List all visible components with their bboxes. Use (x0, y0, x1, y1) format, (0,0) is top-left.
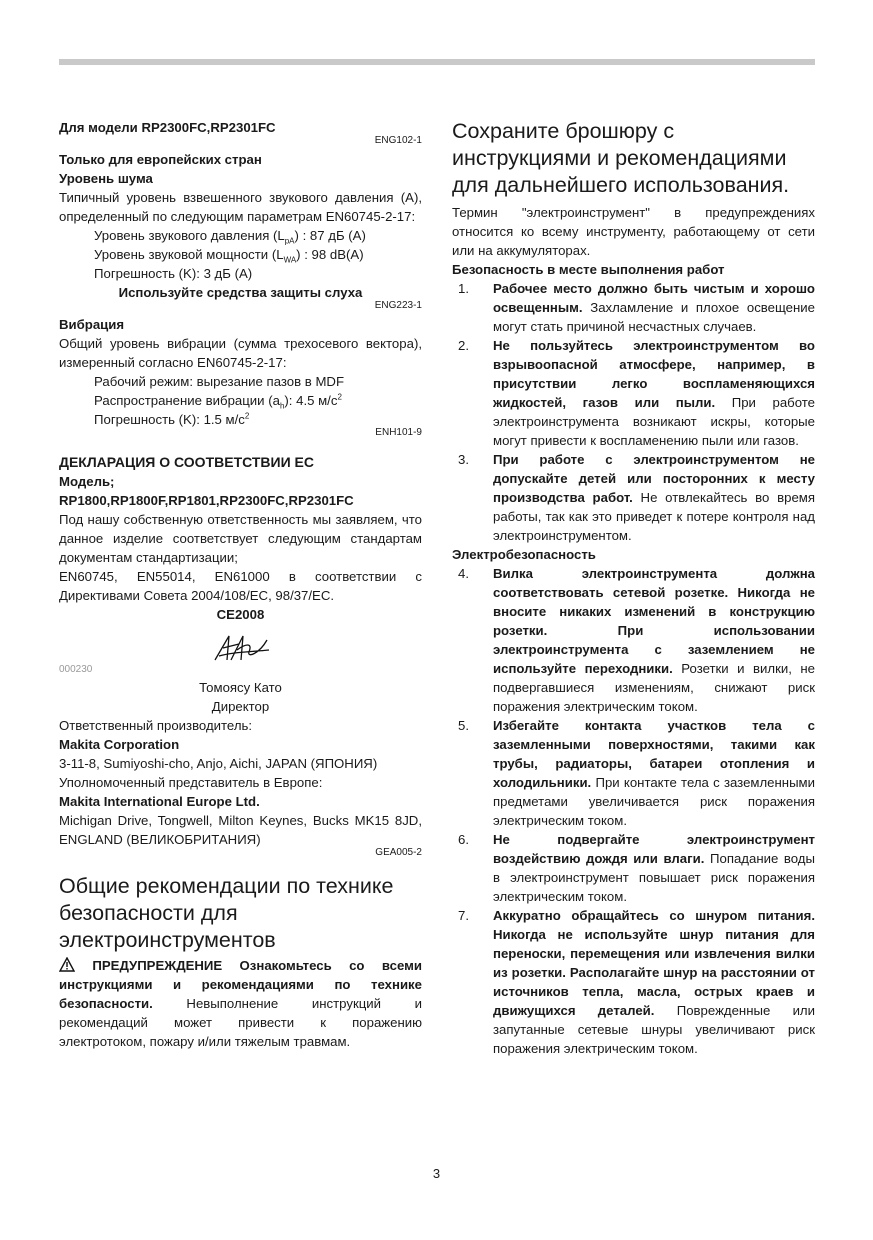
list-item-bold: Вилка электроинструмента должна соответствовать сетевой розетке. Никогда не вносите никаких изменений в конструкцию розетки. При использовании электроинструмента с заземлением не используйте переходники. (493, 566, 815, 676)
list-item-text: При работе электроинструмента возникают искры, которые могут привести к воспламенению пыли или газов. (493, 395, 816, 448)
list-item-number: 4. (458, 566, 469, 581)
list-item (452, 830, 815, 906)
section-code: GEA005-2 (375, 847, 422, 858)
noise-power: Уровень звуковой мощности $(L_{WA})$ : 98 dB(A) (94, 247, 364, 265)
noise-text: Типичный уровень взвешенного звукового давления (A), определенный по следующим параметрам EN60745-2-17: (59, 190, 422, 224)
save-instructions-heading: Сохраните брошюру с инструкциями и рекомендациями для дальнейшего использования. (452, 119, 790, 197)
list-item (452, 564, 815, 716)
list-item-number: 1. (458, 281, 469, 296)
noise-title: Уровень шума (59, 171, 153, 186)
electric-list (452, 564, 815, 1058)
list-item (452, 336, 815, 450)
declaration-text: Под нашу собственную ответственность мы заявляем, что данное изделие соответствует следующим стандартам документам стандартизации; (59, 512, 422, 565)
vibration-title: Вибрация (59, 317, 125, 332)
declaration-title: ДЕКЛАРАЦИЯ О СООТВЕТСТВИИ ЕС (59, 454, 315, 470)
list-item-bold: Рабочее место должно быть чистым и хорошо освещенным. (493, 281, 815, 315)
declaration-standards: EN60745, EN55014, EN61000 в соответствии с Директивами Совета 2004/108/EC, 98/37/EC. (59, 569, 422, 603)
vibration-text: Общий уровень вибрации (сумма трехосевого вектора), измеренный согласно EN60745-2-17: (59, 336, 422, 370)
list-item (452, 450, 815, 545)
list-item (452, 906, 815, 1058)
declaration-models: RP1800,RP1800F,RP1801,RP2300FC,RP2301FC (59, 493, 354, 508)
workplace-list (452, 279, 815, 545)
list-item-bold: Избегайте контакта участков тела с заземленными поверхностями, такими как трубы, радиаторы, батареи отопления и холодильники. (493, 718, 815, 790)
section-code: ENG223-1 (374, 300, 422, 311)
workplace-title: Безопасность в месте выполнения работ (452, 262, 725, 277)
list-item-bold: Не подвергайте электроинструмент воздействию дождя или влаги. (493, 832, 815, 866)
model-header: Для модели RP2300FC,RP2301FC (59, 120, 276, 135)
list-item-text: При контакте тела с заземленными предметами увеличивается риск поражения электрическим током. (493, 775, 815, 828)
manufacturer-label: Ответственный производитель: (59, 718, 253, 733)
manufacturer-address: 3-11-8, Sumiyoshi-cho, Anjo, Aichi, JAPAN (ЯПОНИЯ) (59, 756, 378, 771)
safety-heading: Общие рекомендации по технике безопасности для электроинструментов (59, 874, 394, 952)
warning-paragraph: ПРЕДУПРЕЖДЕНИЕ Ознакомьтесь со всеми инструкциями и рекомендациями по технике безопасности. Невыполнение инструкций и рекомендаций может привести к поражению электротоком, пожару и/или тяжелым травмам. (59, 958, 422, 1049)
list-item (452, 279, 815, 336)
vibration-mode: Рабочий режим: вырезание пазов в MDF (94, 374, 345, 389)
ear-protection-note: Используйте средства защиты слуха (118, 285, 363, 300)
vibration-uncertainty: Погрешность (K): 1.5 $м/с^2$ (94, 411, 250, 427)
list-item-number: 2. (458, 338, 469, 353)
noise-uncertainty: Погрешность (K): 3 дБ (A) (94, 266, 253, 281)
left-column (59, 118, 422, 1051)
small-code: 000230 (59, 664, 93, 675)
list-item-text: Попадание воды в электроинструмент повышает риск поражения электрическим током. (493, 851, 815, 904)
term-text: Термин "электроинструмент" в предупреждениях относится ко всему инструменту, работающему от сети или на аккумуляторах. (452, 205, 815, 258)
vibration-emission: Распространение вибрации $(a_h)$: 4.5 $м/с^2$ (94, 392, 342, 411)
list-item (452, 716, 815, 830)
list-item-text: Поврежденные или запутанные сетевые шнуры увеличивают риск поражения электрическим током. (493, 1003, 815, 1056)
electric-title: Электробезопасность (452, 547, 596, 562)
signer-title: Директор (211, 699, 270, 714)
representative-address: Michigan Drive, Tongwell, Milton Keynes, Bucks MK15 8JD, ENGLAND (ВЕЛИКОБРИТАНИЯ) (59, 813, 422, 847)
manufacturer-name: Makita Corporation (59, 737, 180, 752)
noise-pressure: Уровень звукового давления $(L_{pA})$ : 87 дБ (A) (94, 228, 366, 246)
page-number: 3 (432, 1166, 441, 1181)
section-code: ENG102-1 (374, 135, 422, 146)
eu-only-label: Только для европейских стран (59, 152, 262, 167)
warning-triangle-icon (59, 957, 75, 972)
representative-label: Уполномоченный представитель в Европе: (59, 775, 323, 790)
signature-area (59, 630, 422, 675)
list-item-text: Захламление и плохое освещение могут стать причиной несчастных случаев. (493, 300, 815, 334)
ce-mark: CE2008 (216, 607, 265, 622)
representative-name: Makita International Europe Ltd. (59, 794, 260, 809)
header-rule (59, 59, 815, 65)
list-item-bold: При работе с электроинструментом не допускайте детей или посторонних к месту производства работ. (493, 452, 815, 505)
declaration-model-label: Модель; (59, 474, 115, 489)
list-item-bold: Не пользуйтесь электроинструментом во взрывоопасной атмосфере, например, в присутствии легко воспламеняющихся жидкостей, газов или пыли. (493, 338, 815, 410)
list-item-number: 6. (458, 832, 469, 847)
right-column (452, 118, 815, 1058)
section-code: ENH101-9 (375, 427, 422, 438)
list-item-number: 5. (458, 718, 469, 733)
list-item-number: 7. (458, 908, 469, 923)
list-item-number: 3. (458, 452, 469, 467)
signer-name: Томоясу Като (199, 680, 282, 695)
list-item-bold: Аккуратно обращайтесь со шнуром питания. Никогда не используйте шнур питания для переноски, перемещения или извлечения вилки из розетки. Располагайте шнур на расстоянии от источников тепла, масла, острых краев и движущихся деталей. (493, 908, 815, 1018)
list-item-text: Розетки и вилки, не подвергавшиеся изменениям, снижают риск поражения электрическим током. (493, 661, 815, 714)
list-item-text: Не отвлекайтесь во время работы, так как это приведет к потере контроля над электроинструментом. (493, 490, 816, 543)
signature-image (209, 630, 273, 666)
